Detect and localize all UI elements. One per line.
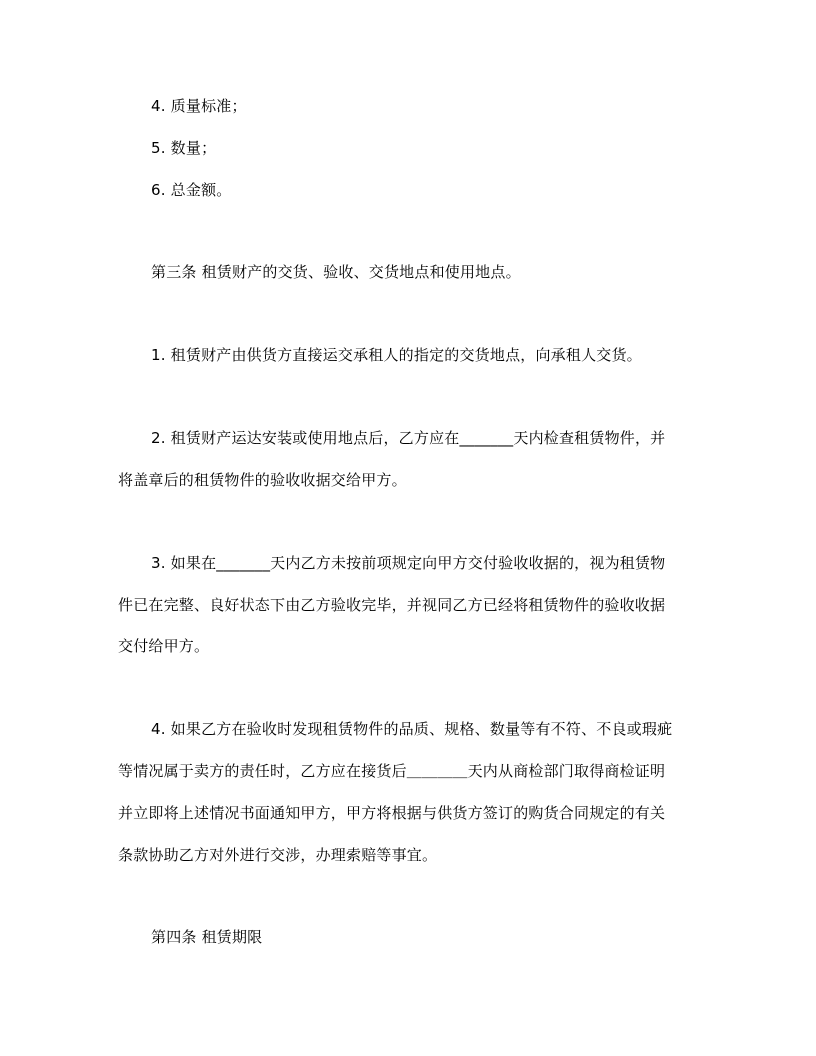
clause-3-4-line-2: 等情况属于卖方的责任时，乙方应在接货后＿＿＿＿天内从商检部门取得商检证明	[118, 762, 666, 780]
list-item-quantity: 5. 数量；	[151, 139, 217, 157]
clause-3-2-line-2: 将盖章后的租赁物件的验收收据交给甲方。	[118, 471, 407, 489]
article-3-heading: 第三条 租赁财产的交货、验收、交货地点和使用地点。	[151, 263, 521, 281]
clause-3-3-line-3: 交付给甲方。	[118, 637, 210, 655]
clause-3-2-line-1: 2. 租赁财产运达安装或使用地点后，乙方应在_______天内检查租赁物件，并	[151, 429, 666, 447]
clause-3-4-line-1: 4. 如果乙方在验收时发现租赁物件的品质、规格、数量等有不符、不良或瑕疵	[151, 720, 673, 738]
list-item-quality-standard: 4. 质量标准；	[151, 97, 247, 115]
list-item-total-amount: 6. 总金额。	[151, 181, 232, 199]
clause-3-3-line-2: 件已在完整、良好状态下由乙方验收完毕，并视同乙方已经将租赁物件的验收收据	[118, 596, 666, 614]
clause-3-4-line-3: 并立即将上述情况书面通知甲方，甲方将根据与供货方签订的购货合同规定的有关	[118, 804, 666, 822]
clause-3-4-line-4: 条款协助乙方对外进行交涉，办理索赔等事宜。	[118, 846, 438, 864]
clause-3-3-line-1: 3. 如果在_______天内乙方未按前项规定向甲方交付验收收据的，视为租赁物	[151, 554, 666, 572]
clause-3-1-line-1: 1. 租赁财产由供货方直接运交承租人的指定的交货地点，向承租人交货。	[151, 346, 642, 364]
article-4-heading: 第四条 租赁期限	[151, 928, 263, 946]
